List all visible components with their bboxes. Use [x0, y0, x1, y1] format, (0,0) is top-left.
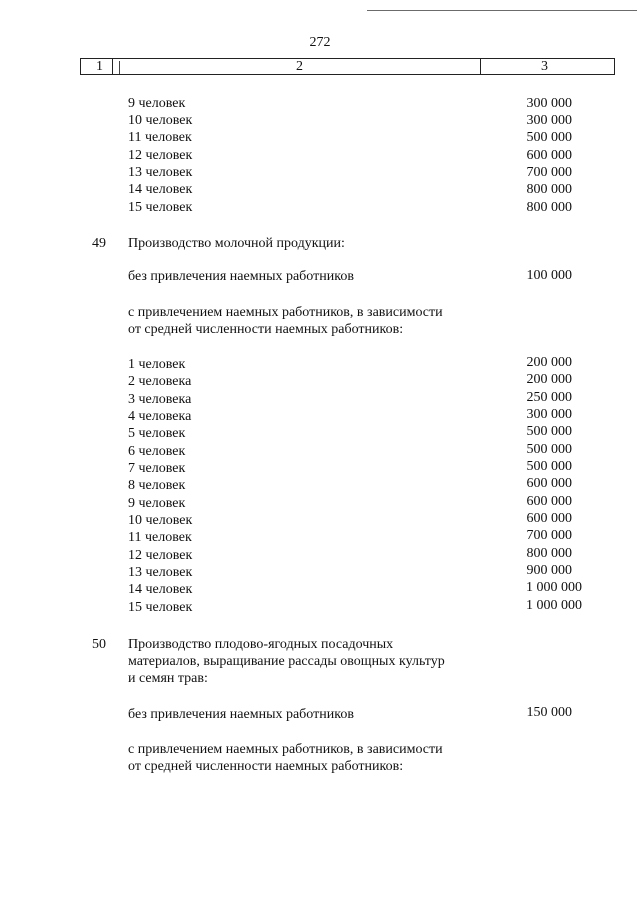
list-item-value: 1 000 000	[526, 580, 582, 595]
column-header-row	[80, 58, 615, 75]
list-item-label: 12 человек	[128, 148, 193, 163]
page-number: 272	[309, 35, 331, 50]
list-item-value: 600 000	[526, 476, 572, 491]
column-divider	[112, 59, 113, 74]
list-item-value: 500 000	[526, 459, 572, 474]
column-header-1: 1	[96, 59, 103, 74]
column-divider	[480, 59, 481, 74]
list-item-label: 14 человек	[128, 582, 193, 597]
item-title: Производство плодово-ягодных посадочных	[128, 637, 394, 652]
list-item-label: 5 человек	[128, 426, 186, 441]
list-item-label: 11 человек	[128, 130, 192, 145]
item-number: 49	[92, 236, 106, 251]
list-item-value: 500 000	[526, 442, 572, 457]
list-item-value: 500 000	[526, 424, 572, 439]
top-border-line	[367, 10, 637, 11]
with-employees-text: от средней численности наемных работников:	[128, 759, 404, 774]
list-item-label: 7 человек	[128, 461, 186, 476]
with-employees-text: от средней численности наемных работников:	[128, 322, 404, 337]
list-item-value: 300 000	[526, 96, 572, 111]
column-header-2: 2	[296, 59, 303, 74]
list-item-label: 14 человек	[128, 182, 193, 197]
list-item-value: 700 000	[526, 165, 572, 180]
list-item-label: 6 человек	[128, 444, 186, 459]
item-title: материалов, выращивание рассады овощных культур	[128, 654, 445, 669]
without-employees-value: 150 000	[526, 705, 572, 720]
list-item-value: 600 000	[526, 511, 572, 526]
list-item-label: 13 человек	[128, 165, 193, 180]
column-divider	[119, 61, 120, 74]
list-item-label: 9 человек	[128, 96, 186, 111]
list-item-label: 10 человек	[128, 513, 193, 528]
list-item-label: 2 человека	[128, 374, 192, 389]
list-item-value: 800 000	[526, 546, 572, 561]
list-item-label: 4 человека	[128, 409, 192, 424]
item-number: 50	[92, 637, 106, 652]
list-item-label: 1 человек	[128, 357, 186, 372]
list-item-label: 11 человек	[128, 530, 192, 545]
list-item-value: 600 000	[526, 494, 572, 509]
list-item-value: 800 000	[526, 182, 572, 197]
list-item-value: 200 000	[526, 355, 572, 370]
list-item-value: 900 000	[526, 563, 572, 578]
list-item-value: 300 000	[526, 407, 572, 422]
column-header-3: 3	[541, 59, 548, 74]
list-item-label: 15 человек	[128, 600, 193, 615]
list-item-value: 700 000	[526, 528, 572, 543]
list-item-label: 9 человек	[128, 496, 186, 511]
list-item-label: 15 человек	[128, 200, 193, 215]
with-employees-text: с привлечением наемных работников, в зависимости	[128, 305, 443, 320]
without-employees-value: 100 000	[526, 268, 572, 283]
list-item-value: 500 000	[526, 130, 572, 145]
list-item-value: 600 000	[526, 148, 572, 163]
list-item-label: 10 человек	[128, 113, 193, 128]
list-item-label: 12 человек	[128, 548, 193, 563]
list-item-label: 13 человек	[128, 565, 193, 580]
list-item-label: 8 человек	[128, 478, 186, 493]
list-item-value: 250 000	[526, 390, 572, 405]
list-item-value: 800 000	[526, 200, 572, 215]
list-item-value: 200 000	[526, 372, 572, 387]
item-title: и семян трав:	[128, 671, 208, 686]
item-title: Производство молочной продукции:	[128, 236, 345, 251]
list-item-value: 300 000	[526, 113, 572, 128]
without-employees-label: без привлечения наемных работников	[128, 707, 354, 722]
list-item-value: 1 000 000	[526, 598, 582, 613]
list-item-label: 3 человека	[128, 392, 192, 407]
without-employees-label: без привлечения наемных работников	[128, 269, 354, 284]
with-employees-text: с привлечением наемных работников, в зависимости	[128, 742, 443, 757]
